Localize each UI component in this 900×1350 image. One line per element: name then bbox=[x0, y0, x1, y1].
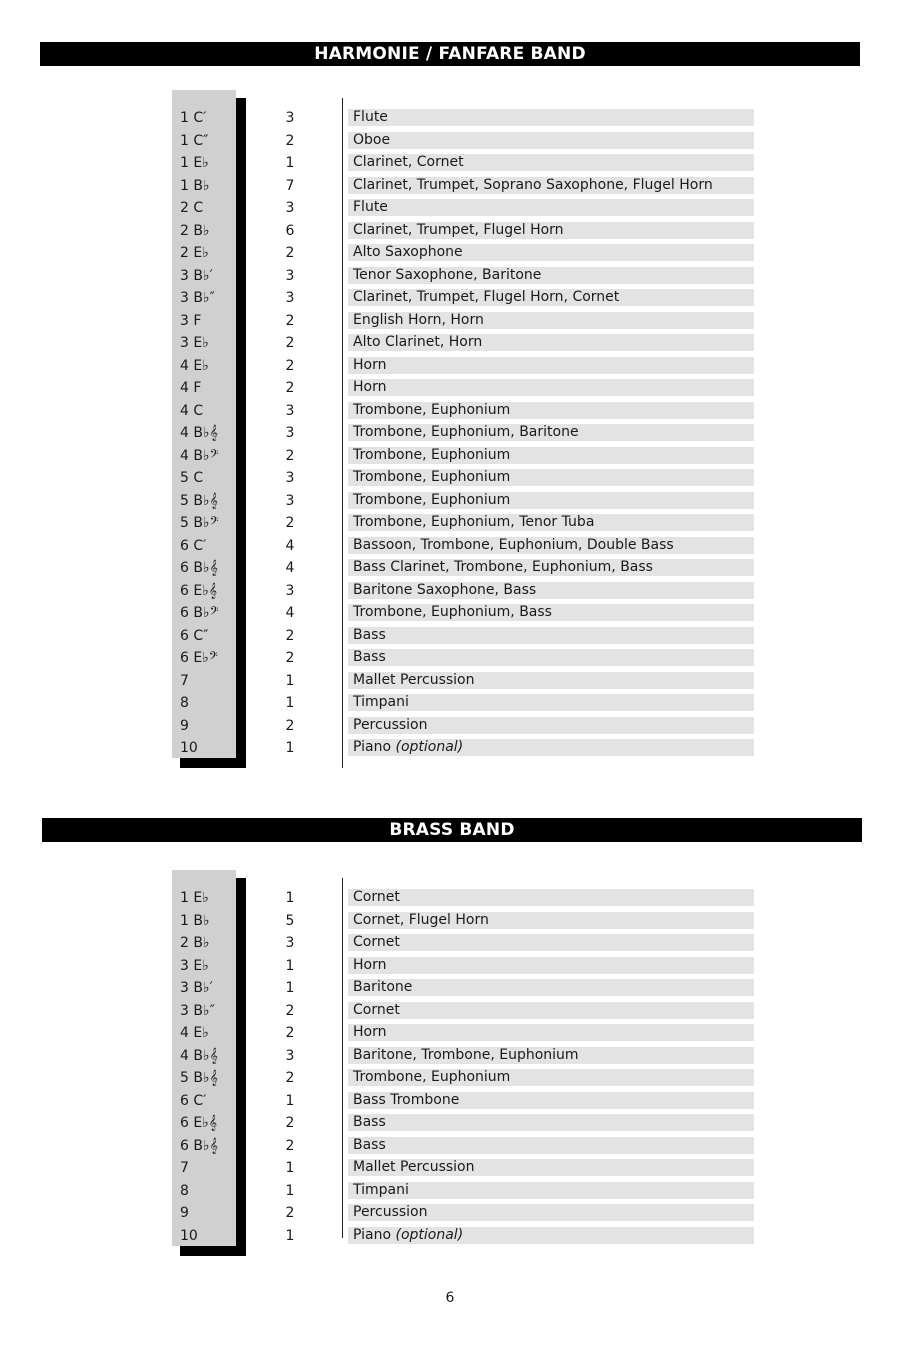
part-label: 2 E♭ bbox=[180, 245, 209, 261]
instrument-list bbox=[348, 582, 754, 599]
instrument-names: Timpani bbox=[353, 694, 409, 710]
part-label: 3 B♭″ bbox=[180, 290, 215, 306]
instrument-list bbox=[348, 537, 754, 554]
instrument-note: (optional) bbox=[395, 1226, 464, 1243]
table-row bbox=[0, 287, 900, 310]
instrument-names: Timpani bbox=[353, 1181, 409, 1198]
part-count: 2 bbox=[285, 717, 295, 734]
table-row bbox=[0, 1067, 900, 1090]
instrument-names: Percussion bbox=[353, 716, 428, 733]
instrument-names: Clarinet, Trumpet, Flugel Horn, Cornet bbox=[353, 289, 620, 305]
harmonie-table bbox=[0, 90, 900, 770]
table-row bbox=[0, 265, 900, 288]
instrument-note: (optional) bbox=[395, 739, 464, 755]
instrument-names: Bass Trombone bbox=[353, 1091, 460, 1108]
instrument-list bbox=[348, 334, 754, 351]
part-label: 6 C′ bbox=[180, 1092, 207, 1109]
instrument-list bbox=[348, 109, 754, 126]
part-count: 4 bbox=[285, 537, 295, 554]
instrument-names: Trombone, Euphonium, Baritone bbox=[353, 424, 579, 440]
part-count: 3 bbox=[285, 267, 295, 284]
table-row bbox=[0, 647, 900, 670]
instrument-names: Horn bbox=[353, 1024, 387, 1040]
table-row bbox=[0, 377, 900, 400]
part-count: 1 bbox=[285, 890, 295, 906]
instrument-names: Trombone, Euphonium bbox=[353, 446, 511, 463]
instrument-list bbox=[348, 1137, 754, 1154]
part-label: 7 bbox=[180, 672, 189, 689]
brass-table bbox=[0, 870, 900, 1260]
part-label: 6 B♭𝄞 bbox=[180, 560, 218, 576]
instrument-names: Mallet Percussion bbox=[353, 1159, 475, 1175]
table-row bbox=[0, 1225, 900, 1248]
instrument-names: Cornet bbox=[353, 934, 400, 950]
table-row bbox=[0, 422, 900, 445]
instrument-names: Trombone, Euphonium bbox=[353, 491, 511, 508]
instrument-list bbox=[348, 934, 754, 951]
instrument-names: Trombone, Euphonium, Bass bbox=[353, 604, 552, 620]
part-label: 2 B♭ bbox=[180, 935, 210, 951]
part-label: 6 E♭𝄢 bbox=[180, 650, 218, 666]
instrument-names: Flute bbox=[353, 109, 388, 125]
instrument-list bbox=[348, 222, 754, 239]
part-count: 2 bbox=[285, 1070, 295, 1086]
part-count: 3 bbox=[285, 402, 295, 419]
part-count: 3 bbox=[285, 290, 295, 306]
instrument-names: Horn bbox=[353, 956, 387, 973]
instrument-list bbox=[348, 912, 754, 929]
table-row bbox=[0, 175, 900, 198]
part-label: 6 B♭𝄞 bbox=[180, 1137, 218, 1154]
instrument-list bbox=[348, 199, 754, 216]
instrument-list bbox=[348, 739, 754, 756]
instrument-names: Alto Saxophone bbox=[353, 244, 463, 260]
instrument-list bbox=[348, 559, 754, 576]
part-count: 1 bbox=[285, 672, 295, 689]
part-label: 3 B♭′ bbox=[180, 267, 213, 284]
instrument-names: Piano bbox=[353, 1226, 396, 1243]
part-count: 2 bbox=[285, 1205, 295, 1221]
table-row bbox=[0, 625, 900, 648]
instrument-names: Clarinet, Trumpet, Flugel Horn bbox=[353, 221, 564, 238]
instrument-names: Trombone, Euphonium bbox=[353, 401, 511, 418]
part-count: 1 bbox=[285, 980, 295, 996]
part-label: 5 C bbox=[180, 470, 204, 486]
table-row bbox=[0, 715, 900, 738]
part-label: 8 bbox=[180, 1182, 189, 1199]
part-count: 2 bbox=[285, 1025, 295, 1041]
instrument-names: Bass bbox=[353, 1114, 386, 1130]
part-label: 4 E♭ bbox=[180, 357, 209, 374]
instrument-names: Percussion bbox=[353, 1204, 428, 1220]
part-count: 6 bbox=[285, 222, 295, 239]
instrument-list bbox=[348, 514, 754, 531]
part-label: 6 C″ bbox=[180, 627, 209, 644]
part-label: 4 B♭𝄞 bbox=[180, 1047, 218, 1064]
part-label: 6 E♭𝄞 bbox=[180, 1115, 218, 1131]
part-count: 3 bbox=[285, 935, 295, 951]
instrument-names: English Horn, Horn bbox=[353, 311, 484, 328]
table-row bbox=[0, 670, 900, 693]
instrument-names: Oboe bbox=[353, 131, 391, 148]
instrument-names: Piano bbox=[353, 739, 396, 755]
instrument-list bbox=[348, 289, 754, 306]
part-count: 2 bbox=[285, 1002, 295, 1019]
part-label: 3 E♭ bbox=[180, 335, 209, 351]
part-count: 2 bbox=[285, 357, 295, 374]
part-label: 1 E♭ bbox=[180, 155, 209, 171]
instrument-list bbox=[348, 672, 754, 689]
instrument-names: Bass bbox=[353, 649, 386, 665]
instrument-names: Cornet bbox=[353, 889, 400, 905]
table-row bbox=[0, 1180, 900, 1203]
part-count: 2 bbox=[285, 1137, 295, 1154]
instrument-names: Bassoon, Trombone, Euphonium, Double Bass bbox=[353, 536, 674, 553]
table-row bbox=[0, 887, 900, 910]
part-label: 1 B♭ bbox=[180, 177, 210, 194]
part-count: 3 bbox=[285, 582, 295, 599]
part-label: 7 bbox=[180, 1160, 189, 1176]
table-row bbox=[0, 602, 900, 625]
part-label: 5 B♭𝄞 bbox=[180, 1070, 218, 1086]
instrument-list bbox=[348, 694, 754, 711]
table-row bbox=[0, 130, 900, 153]
part-count: 1 bbox=[285, 1160, 295, 1176]
part-count: 2 bbox=[285, 650, 295, 666]
table-row bbox=[0, 107, 900, 130]
table-row bbox=[0, 737, 900, 760]
instrument-list bbox=[348, 267, 754, 284]
instrument-names: Clarinet, Trumpet, Soprano Saxophone, Flugel Horn bbox=[353, 176, 713, 193]
instrument-list bbox=[348, 1182, 754, 1199]
instrument-names: Horn bbox=[353, 379, 387, 395]
part-label: 9 bbox=[180, 717, 189, 734]
part-count: 1 bbox=[285, 155, 295, 171]
instrument-names: Bass bbox=[353, 1136, 386, 1153]
instrument-names: Bass Clarinet, Trombone, Euphonium, Bass bbox=[353, 559, 653, 575]
instrument-list bbox=[348, 649, 754, 666]
part-count: 3 bbox=[285, 492, 295, 509]
section-title-harmonie: HARMONIE / FANFARE BAND bbox=[40, 42, 860, 66]
part-count: 2 bbox=[285, 1115, 295, 1131]
instrument-names: Baritone Saxophone, Bass bbox=[353, 581, 537, 598]
instrument-names: Baritone, Trombone, Euphonium bbox=[353, 1046, 579, 1063]
part-count: 1 bbox=[285, 1092, 295, 1109]
part-label: 1 B♭ bbox=[180, 912, 210, 929]
part-count: 3 bbox=[285, 200, 295, 216]
table-row bbox=[0, 355, 900, 378]
part-label: 1 E♭ bbox=[180, 890, 209, 906]
part-count: 2 bbox=[285, 447, 295, 464]
part-label: 1 C″ bbox=[180, 132, 209, 149]
part-count: 5 bbox=[285, 912, 295, 929]
part-label: 3 F bbox=[180, 312, 202, 329]
table-row bbox=[0, 445, 900, 468]
instrument-names: Bass bbox=[353, 626, 386, 643]
table-row bbox=[0, 220, 900, 243]
part-label: 10 bbox=[180, 740, 198, 756]
instrument-list bbox=[348, 604, 754, 621]
table-row bbox=[0, 557, 900, 580]
part-label: 3 B♭′ bbox=[180, 980, 213, 996]
part-label: 5 B♭𝄞 bbox=[180, 492, 218, 509]
page-number: 6 bbox=[445, 1290, 455, 1306]
part-count: 3 bbox=[285, 110, 295, 126]
instrument-list bbox=[348, 447, 754, 464]
instrument-list bbox=[348, 177, 754, 194]
part-label: 5 B♭𝄢 bbox=[180, 515, 219, 531]
part-count: 4 bbox=[285, 560, 295, 576]
part-label: 3 B♭″ bbox=[180, 1002, 215, 1019]
part-label: 4 C bbox=[180, 402, 204, 419]
part-label: 6 B♭𝄢 bbox=[180, 605, 219, 621]
instrument-list bbox=[348, 1047, 754, 1064]
instrument-names: Alto Clarinet, Horn bbox=[353, 334, 483, 350]
part-count: 2 bbox=[285, 312, 295, 329]
table-row bbox=[0, 332, 900, 355]
part-count: 1 bbox=[285, 740, 295, 756]
table-row bbox=[0, 1135, 900, 1158]
part-count: 2 bbox=[285, 627, 295, 644]
part-count: 2 bbox=[285, 380, 295, 396]
instrument-list bbox=[348, 1204, 754, 1221]
part-count: 3 bbox=[285, 425, 295, 441]
instrument-names: Clarinet, Cornet bbox=[353, 154, 464, 170]
part-label: 10 bbox=[180, 1227, 198, 1244]
instrument-names: Trombone, Euphonium, Tenor Tuba bbox=[353, 514, 595, 530]
table-row bbox=[0, 467, 900, 490]
part-label: 1 C′ bbox=[180, 110, 207, 126]
part-count: 2 bbox=[285, 245, 295, 261]
instrument-list bbox=[348, 312, 754, 329]
part-count: 7 bbox=[285, 177, 295, 194]
part-count: 1 bbox=[285, 1182, 295, 1199]
table-row bbox=[0, 310, 900, 333]
table-row bbox=[0, 400, 900, 423]
instrument-list bbox=[348, 1024, 754, 1041]
instrument-list bbox=[348, 717, 754, 734]
part-label: 6 C′ bbox=[180, 537, 207, 554]
part-count: 1 bbox=[285, 695, 295, 711]
table-row bbox=[0, 692, 900, 715]
instrument-names: Mallet Percussion bbox=[353, 671, 475, 688]
instrument-list bbox=[348, 402, 754, 419]
table-row bbox=[0, 1202, 900, 1225]
part-label: 8 bbox=[180, 695, 189, 711]
part-label: 2 B♭ bbox=[180, 222, 210, 239]
table-row bbox=[0, 512, 900, 535]
instrument-list bbox=[348, 424, 754, 441]
instrument-list bbox=[348, 1002, 754, 1019]
part-count: 4 bbox=[285, 605, 295, 621]
table-row bbox=[0, 1112, 900, 1135]
instrument-list bbox=[348, 379, 754, 396]
part-label: 3 E♭ bbox=[180, 957, 209, 974]
part-count: 1 bbox=[285, 1227, 295, 1244]
instrument-list bbox=[348, 132, 754, 149]
instrument-names: Tenor Saxophone, Baritone bbox=[353, 266, 542, 283]
section-title-brass: BRASS BAND bbox=[42, 818, 862, 842]
instrument-list bbox=[348, 1069, 754, 1086]
part-label: 6 E♭𝄞 bbox=[180, 582, 218, 599]
instrument-list bbox=[348, 492, 754, 509]
part-count: 1 bbox=[285, 957, 295, 974]
instrument-names: Trombone, Euphonium bbox=[353, 1069, 511, 1085]
instrument-names: Cornet, Flugel Horn bbox=[353, 911, 489, 928]
instrument-list bbox=[348, 979, 754, 996]
part-count: 2 bbox=[285, 335, 295, 351]
table-row bbox=[0, 152, 900, 175]
instrument-names: Baritone bbox=[353, 979, 413, 995]
part-label: 4 E♭ bbox=[180, 1025, 209, 1041]
table-row bbox=[0, 932, 900, 955]
instrument-list bbox=[348, 889, 754, 906]
instrument-list bbox=[348, 1092, 754, 1109]
table-row bbox=[0, 1157, 900, 1180]
part-count: 2 bbox=[285, 132, 295, 149]
instrument-list bbox=[348, 357, 754, 374]
instrument-list bbox=[348, 469, 754, 486]
table-row bbox=[0, 1000, 900, 1023]
instrument-names: Cornet bbox=[353, 1001, 400, 1018]
part-count: 2 bbox=[285, 515, 295, 531]
instrument-list bbox=[348, 1159, 754, 1176]
instrument-list bbox=[348, 154, 754, 171]
part-label: 9 bbox=[180, 1205, 189, 1221]
part-label: 2 C bbox=[180, 200, 204, 216]
instrument-list bbox=[348, 957, 754, 974]
table-row bbox=[0, 535, 900, 558]
instrument-names: Flute bbox=[353, 199, 388, 215]
table-row bbox=[0, 977, 900, 1000]
table-row bbox=[0, 242, 900, 265]
part-label: 4 F bbox=[180, 380, 202, 396]
instrument-names: Horn bbox=[353, 356, 387, 373]
table-row bbox=[0, 1090, 900, 1113]
part-count: 3 bbox=[285, 1047, 295, 1064]
part-label: 4 B♭𝄞 bbox=[180, 425, 218, 441]
instrument-list bbox=[348, 627, 754, 644]
instrument-list bbox=[348, 1227, 754, 1244]
table-row bbox=[0, 1045, 900, 1068]
part-count: 3 bbox=[285, 470, 295, 486]
harmonie-rows bbox=[0, 107, 900, 760]
table-row bbox=[0, 580, 900, 603]
table-row bbox=[0, 490, 900, 513]
part-label: 4 B♭𝄢 bbox=[180, 447, 219, 464]
table-row bbox=[0, 955, 900, 978]
brass-rows bbox=[0, 887, 900, 1247]
table-row bbox=[0, 910, 900, 933]
instrument-names: Trombone, Euphonium bbox=[353, 469, 511, 485]
instrument-list bbox=[348, 1114, 754, 1131]
instrument-list bbox=[348, 244, 754, 261]
table-row bbox=[0, 197, 900, 220]
table-row bbox=[0, 1022, 900, 1045]
